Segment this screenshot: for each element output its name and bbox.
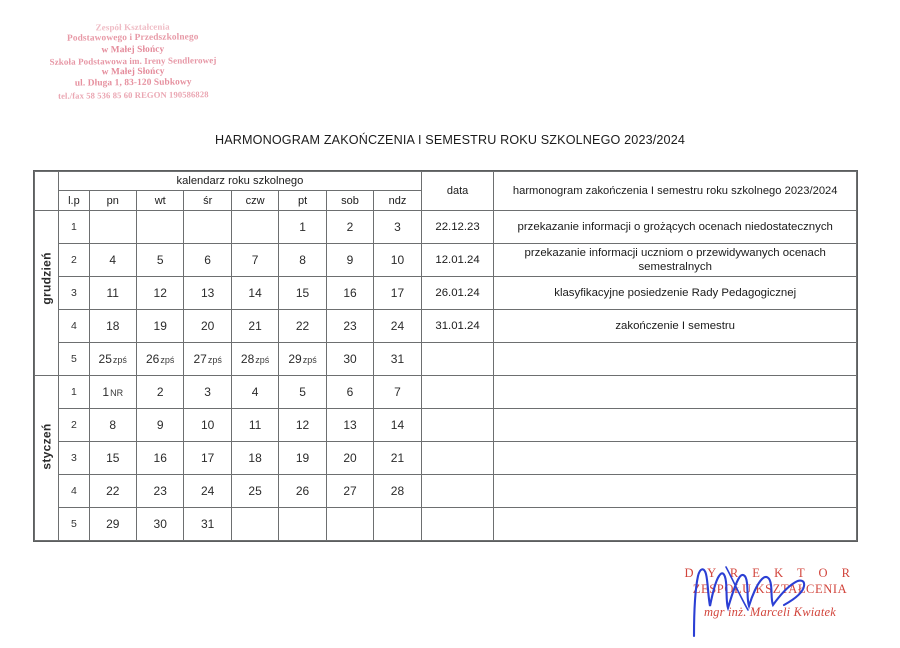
week-number-cell: 2 — [59, 244, 89, 277]
day-number: 14 — [390, 418, 405, 432]
table-body — [35, 211, 857, 541]
week-number-cell: 3 — [59, 442, 89, 475]
header-day-sob: sob — [326, 191, 373, 211]
calendar-day-cell — [231, 475, 278, 508]
day-number: 5 — [156, 253, 164, 267]
day-number: 23 — [343, 319, 357, 333]
day-number: 27 — [343, 484, 357, 498]
day-number: 19 — [153, 319, 167, 333]
calendar-day-cell — [279, 310, 326, 343]
letterhead-line-5: w Małej Słońcy — [101, 66, 165, 78]
calendar-day-cell — [184, 343, 231, 376]
day-number: 11 — [248, 418, 262, 432]
table-header-group-row — [35, 172, 857, 191]
table-row — [35, 310, 857, 343]
event-date-cell: 22.12.23 — [421, 211, 494, 244]
letterhead-line-6: ul. Długa 1, 83-120 Subkowy — [74, 77, 192, 90]
letterhead-line-1: Zespół Kształcenia — [95, 21, 170, 33]
day-number: 24 — [390, 319, 405, 333]
calendar-day-cell — [184, 310, 231, 343]
day-number: 1 — [299, 220, 306, 234]
month-name: styczeń — [39, 423, 54, 470]
day-annotation: zpś — [207, 355, 222, 365]
table-row — [35, 508, 857, 541]
calendar-day-cell — [89, 211, 136, 244]
calendar-day-cell — [374, 409, 421, 442]
calendar-day-cell — [89, 475, 136, 508]
day-number: 12 — [153, 286, 167, 300]
calendar-day-cell — [184, 475, 231, 508]
day-number: 27 — [193, 352, 207, 366]
director-signature-stamp — [655, 566, 885, 620]
calendar-day-cell — [279, 277, 326, 310]
day-number: 31 — [390, 352, 405, 366]
calendar-day-cell — [231, 508, 278, 541]
calendar-day-cell — [89, 508, 136, 541]
header-day-lp: l.p — [59, 191, 89, 211]
day-number: 20 — [343, 451, 357, 465]
week-number-cell: 5 — [59, 508, 89, 541]
day-number: 28 — [390, 484, 405, 498]
week-number-cell: 2 — [59, 409, 89, 442]
header-day-pn: pn — [89, 191, 136, 211]
event-description-cell — [494, 343, 857, 376]
week-number-cell: 3 — [59, 277, 89, 310]
calendar-day-cell — [184, 244, 231, 277]
event-description-cell — [494, 508, 857, 541]
calendar-day-cell — [89, 442, 136, 475]
calendar-day-cell — [374, 508, 421, 541]
calendar-day-cell — [279, 442, 326, 475]
table-header — [35, 172, 857, 211]
event-date-cell: 26.01.24 — [421, 277, 494, 310]
day-number: 1 — [102, 385, 110, 399]
day-number: 20 — [200, 319, 215, 333]
month-label-cell-1 — [35, 211, 59, 376]
day-number: 9 — [346, 253, 354, 267]
day-number: 23 — [153, 484, 167, 498]
letterhead-line-7: tel./fax 58 536 85 60 REGON 190586828 — [58, 88, 209, 101]
event-description-cell: przekazanie informacji o grożących ocenach niedostatecznych — [494, 211, 857, 244]
table-row — [35, 343, 857, 376]
week-number-cell: 1 — [59, 376, 89, 409]
header-calendar-group: kalendarz roku szkolnego — [59, 172, 421, 191]
signature-name: mgr inż. Marceli Kwiatek — [703, 605, 837, 619]
table-row — [35, 211, 857, 244]
day-number: 10 — [200, 418, 215, 432]
signature-title: D Y R E K T O R — [684, 566, 856, 580]
day-number: 7 — [251, 253, 259, 267]
calendar-day-cell — [136, 244, 183, 277]
table-row — [35, 376, 857, 409]
calendar-day-cell — [89, 277, 136, 310]
day-number: 2 — [346, 220, 354, 234]
day-number: 22 — [106, 484, 120, 498]
day-number: 26 — [146, 352, 160, 366]
day-number: 2 — [156, 385, 164, 399]
calendar-day-cell — [231, 277, 278, 310]
calendar-day-cell — [136, 211, 183, 244]
event-date-cell — [421, 442, 494, 475]
day-number: 21 — [248, 319, 262, 333]
calendar-day-cell — [374, 343, 421, 376]
header-day-czw: czw — [231, 191, 278, 211]
calendar-day-cell — [374, 244, 421, 277]
day-number: 25 — [98, 352, 112, 366]
header-data-column: data — [421, 172, 494, 211]
day-number: 30 — [343, 352, 357, 366]
calendar-day-cell — [184, 211, 231, 244]
week-number-cell: 4 — [59, 475, 89, 508]
table-row — [35, 277, 857, 310]
event-description-cell: klasyfikacyjne posiedzenie Rady Pedagogicznej — [494, 277, 857, 310]
event-description-cell — [494, 376, 857, 409]
calendar-day-cell — [184, 277, 231, 310]
header-schedule-column: harmonogram zakończenia I semestru roku szkolnego 2023/2024 — [494, 172, 857, 211]
table-row — [35, 409, 857, 442]
day-annotation: zpś — [112, 355, 127, 365]
day-number: 28 — [240, 352, 255, 366]
letterhead-line-2: Podstawowego i Przedszkolnego — [66, 32, 199, 44]
day-number: 22 — [295, 319, 310, 333]
header-day-wt: wt — [136, 191, 183, 211]
event-description-cell: przekazanie informacji uczniom o przewidywanych ocenach semestralnych — [494, 244, 857, 277]
calendar-day-cell — [374, 310, 421, 343]
header-corner-month — [35, 172, 59, 211]
day-number: 16 — [153, 451, 167, 465]
calendar-day-cell — [279, 475, 326, 508]
calendar-day-cell — [184, 508, 231, 541]
day-number: 5 — [299, 385, 306, 399]
calendar-day-cell — [231, 376, 278, 409]
event-date-cell: 31.01.24 — [421, 310, 494, 343]
calendar-day-cell — [136, 475, 183, 508]
day-number: 17 — [200, 451, 215, 465]
day-number: 10 — [390, 253, 405, 267]
day-number: 8 — [299, 253, 306, 267]
day-number: 26 — [295, 484, 310, 498]
day-number: 9 — [156, 418, 164, 432]
semester-schedule-table — [34, 171, 857, 541]
calendar-day-cell — [231, 244, 278, 277]
school-letterhead-stamp — [28, 21, 239, 102]
calendar-day-cell — [136, 310, 183, 343]
day-number: 15 — [106, 451, 120, 465]
event-date-cell — [421, 409, 494, 442]
calendar-day-cell — [136, 343, 183, 376]
event-description-cell: zakończenie I semestru — [494, 310, 857, 343]
table-row — [35, 442, 857, 475]
event-description-cell — [494, 409, 857, 442]
calendar-day-cell — [279, 244, 326, 277]
event-date-cell: 12.01.24 — [421, 244, 494, 277]
day-number: 13 — [343, 418, 357, 432]
calendar-day-cell — [326, 310, 373, 343]
calendar-day-cell — [374, 475, 421, 508]
calendar-day-cell — [184, 409, 231, 442]
calendar-day-cell — [326, 244, 373, 277]
calendar-day-cell — [279, 409, 326, 442]
header-day-sr: śr — [184, 191, 231, 211]
week-number-cell: 4 — [59, 310, 89, 343]
header-day-ndz: ndz — [374, 191, 421, 211]
day-number: 18 — [248, 451, 262, 465]
calendar-day-cell — [374, 277, 421, 310]
page-title: HARMONOGRAM ZAKOŃCZENIA I SEMESTRU ROKU SZKOLNEGO 2023/2024 — [214, 133, 686, 147]
signature-organisation: ZESPOŁU KSZTAŁCENIA — [692, 582, 848, 596]
day-annotation: zpś — [160, 355, 175, 365]
day-number: 29 — [106, 517, 120, 531]
event-date-cell — [421, 508, 494, 541]
calendar-day-cell — [184, 442, 231, 475]
calendar-day-cell — [374, 211, 421, 244]
day-number: 4 — [109, 253, 117, 267]
day-number: 12 — [295, 418, 310, 432]
calendar-day-cell — [279, 508, 326, 541]
day-number: 16 — [343, 286, 357, 300]
calendar-day-cell — [326, 475, 373, 508]
week-number-cell: 1 — [59, 211, 89, 244]
day-number: 15 — [295, 286, 310, 300]
calendar-day-cell — [326, 211, 373, 244]
calendar-day-cell — [89, 409, 136, 442]
day-number: 3 — [204, 385, 211, 399]
letterhead-line-3: w Małej Słońcy — [101, 44, 165, 55]
calendar-day-cell — [136, 508, 183, 541]
calendar-day-cell — [326, 277, 373, 310]
day-number: 6 — [204, 253, 211, 267]
calendar-day-cell — [89, 343, 136, 376]
calendar-day-cell — [89, 310, 136, 343]
calendar-day-cell — [136, 376, 183, 409]
calendar-day-cell — [374, 376, 421, 409]
day-annotation: zpś — [302, 355, 317, 365]
letterhead-line-4: Szkoła Podstawowa im. Ireny Sendlerowej — [49, 55, 217, 67]
day-number: 3 — [394, 220, 401, 234]
event-description-cell — [494, 475, 857, 508]
calendar-day-cell — [231, 343, 278, 376]
day-number: 29 — [288, 352, 302, 366]
calendar-day-cell — [326, 343, 373, 376]
calendar-day-cell — [136, 442, 183, 475]
calendar-day-cell — [279, 211, 326, 244]
table-row — [35, 244, 857, 277]
calendar-day-cell — [279, 343, 326, 376]
day-number: 8 — [109, 418, 117, 432]
calendar-day-cell — [326, 508, 373, 541]
day-annotation: NR — [110, 388, 124, 398]
table-row — [35, 475, 857, 508]
day-number: 24 — [200, 484, 215, 498]
day-number: 17 — [390, 286, 405, 300]
month-label-cell-2 — [35, 376, 59, 541]
day-number: 30 — [153, 517, 167, 531]
calendar-day-cell — [89, 376, 136, 409]
day-annotation: zpś — [255, 355, 270, 365]
calendar-day-cell — [231, 409, 278, 442]
day-number: 4 — [251, 385, 259, 399]
day-number: 25 — [248, 484, 262, 498]
calendar-day-cell — [136, 277, 183, 310]
week-number-cell: 5 — [59, 343, 89, 376]
day-number: 31 — [200, 517, 215, 531]
day-number: 6 — [346, 385, 354, 399]
calendar-day-cell — [326, 442, 373, 475]
calendar-day-cell — [279, 376, 326, 409]
event-description-cell — [494, 442, 857, 475]
calendar-day-cell — [231, 211, 278, 244]
calendar-day-cell — [374, 442, 421, 475]
day-number: 13 — [200, 286, 215, 300]
event-date-cell — [421, 376, 494, 409]
calendar-day-cell — [326, 409, 373, 442]
calendar-day-cell — [231, 310, 278, 343]
day-number: 7 — [394, 385, 401, 399]
calendar-day-cell — [231, 442, 278, 475]
day-number: 19 — [295, 451, 310, 465]
day-number: 18 — [106, 319, 120, 333]
day-number: 14 — [248, 286, 262, 300]
event-date-cell — [421, 475, 494, 508]
calendar-day-cell — [326, 376, 373, 409]
calendar-day-cell — [136, 409, 183, 442]
calendar-day-cell — [184, 376, 231, 409]
day-number: 21 — [390, 451, 405, 465]
month-name: grudzień — [39, 252, 54, 305]
header-day-pt: pt — [279, 191, 326, 211]
calendar-day-cell — [89, 244, 136, 277]
event-date-cell — [421, 343, 494, 376]
day-number: 11 — [106, 286, 119, 300]
